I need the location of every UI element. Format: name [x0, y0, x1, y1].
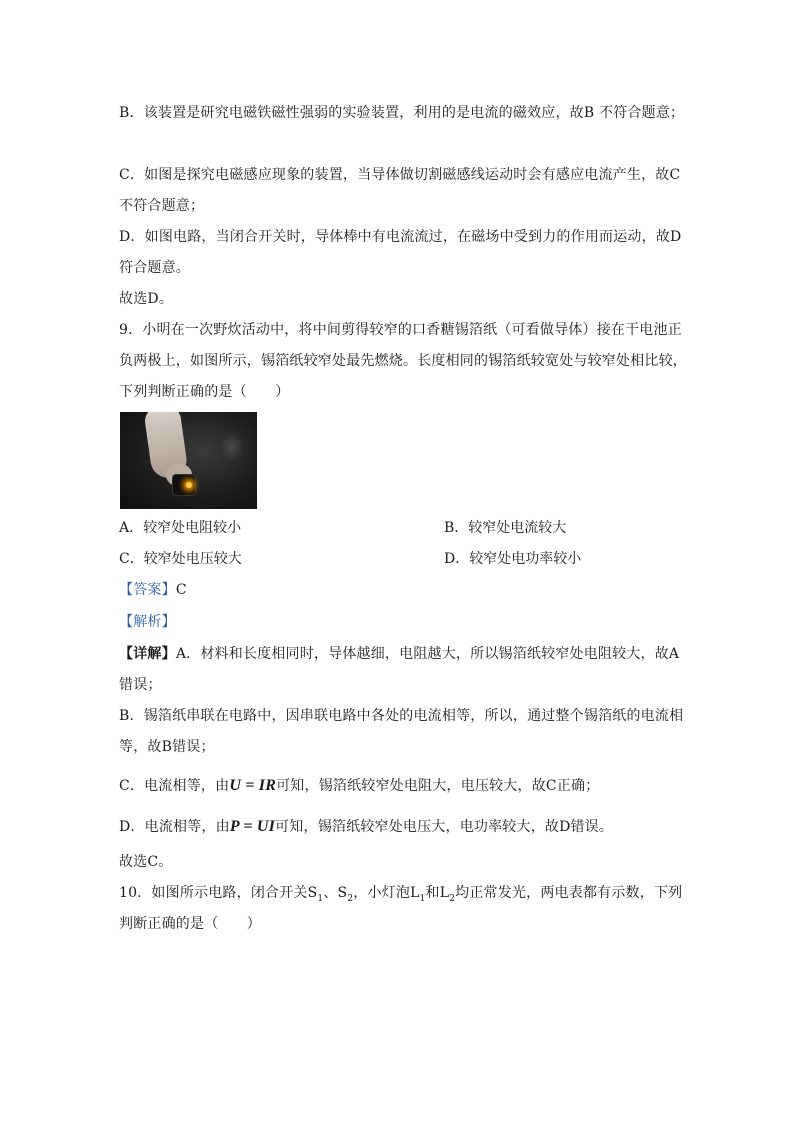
q10-text-c: ，小灯泡L [353, 885, 420, 901]
detail-d-prefix: D．电流相等，由 [119, 819, 230, 835]
detail-tag: 【详解】 [119, 646, 176, 662]
s2-subscript: 2 [347, 893, 354, 904]
q9-analysis-line [119, 612, 176, 632]
q10-text-a: 10．如图所示电路，闭合开关S [119, 885, 318, 901]
smoke-shape [220, 432, 244, 462]
s1-subscript: 1 [317, 893, 324, 904]
q8-option-c-explanation-line2: 不符合题意； [119, 198, 205, 214]
answer-value: C [175, 582, 187, 598]
q10-text-d: 和L [425, 885, 450, 901]
q8-option-c-explanation-line1: C．如图是探究电磁感应现象的装置，当导体做切割磁感线运动时会有感应电流产生，故C [119, 167, 681, 183]
q9-detail-a-line2: 错误； [119, 677, 162, 693]
q8-option-b-explanation: B．该装置是研究电磁铁磁性强弱的实验装置，利用的是电流的磁效应，故B 不符合题意； [119, 105, 685, 121]
q9-conclusion: 故选C。 [119, 854, 173, 870]
q9-option-c: C．较窄处电压较大 [119, 551, 242, 567]
formula-p-ui: P = UI [229, 818, 276, 835]
q9-stem-line3: 下列判断正确的是（ ） [119, 384, 290, 400]
q8-option-d-explanation-line2: 符合题意。 [119, 260, 190, 276]
q9-detail-b-line2: 等，故B错误； [119, 739, 215, 755]
formula-u-ir: U = IR [229, 777, 277, 794]
q9-option-d: D．较窄处电功率较小 [444, 551, 582, 567]
detail-c-suffix: 可知，锡箔纸较窄处电阻大，电压较大，故C正确； [276, 778, 600, 794]
q9-option-b: B．较窄处电流较大 [444, 520, 567, 536]
spark-icon [186, 482, 192, 488]
battery-shape [172, 474, 196, 496]
l1-subscript: 1 [419, 893, 426, 904]
q9-tinfoil-battery-photo [120, 412, 257, 509]
q8-option-d-explanation-line1: D．如图电路，当闭合开关时，导体棒中有电流流过，在磁场中受到力的作用而运动，故D [119, 229, 682, 245]
q9-option-a: A．较窄处电阻较小 [119, 520, 242, 536]
q9-detail-c [119, 776, 599, 796]
q9-answer-line [119, 580, 187, 600]
q10-stem-line2: 判断正确的是（ ） [119, 916, 261, 932]
q9-stem-line1: 9．小明在一次野炊活动中，将中间剪得较窄的口香糖锡箔纸（可看做导体）接在干电池正 [119, 322, 682, 338]
detail-d-suffix: 可知，锡箔纸较窄处电压大，电功率较大，故D错误。 [275, 819, 614, 835]
q10-stem-line1 [119, 883, 682, 909]
q9-detail-d [119, 817, 613, 837]
q9-stem-line2: 负两极上，如图所示，锡箔纸较窄处最先燃烧。长度相同的锡箔纸较宽处与较窄处相比较， [119, 353, 687, 369]
detail-a-text: A．材料和长度相同时，导体越细，电阻越大，所以锡箔纸较窄处电阻较大，故A [175, 646, 680, 662]
answer-tag: 【答案】 [119, 582, 176, 598]
q10-text-e: 均正常发光，两电表都有示数，下列 [455, 885, 683, 901]
l2-subscript: 2 [449, 893, 456, 904]
q10-text-b: 、S [323, 885, 348, 901]
q9-detail-b-line1: B．锡箔纸串联在电路中，因串联电路中各处的电流相等，所以，通过整个锡箔纸的电流相 [119, 708, 684, 724]
analysis-tag: 【解析】 [119, 614, 176, 630]
detail-c-prefix: C．电流相等，由 [119, 778, 230, 794]
q9-detail-a-line1 [119, 644, 679, 664]
q8-conclusion: 故选D。 [119, 291, 174, 307]
